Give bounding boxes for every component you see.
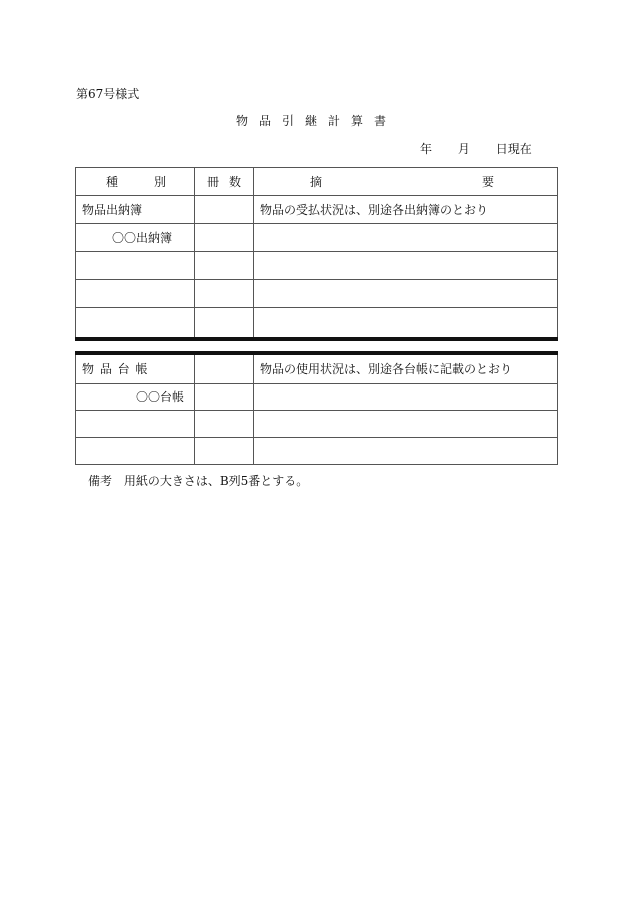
row-count [195, 437, 254, 464]
table-row [76, 437, 558, 464]
row-count [195, 280, 254, 308]
table-header-row [76, 168, 558, 196]
header-type-b: 別 [154, 175, 167, 189]
row-type: 物品出納簿 [76, 196, 195, 224]
row-summary [254, 252, 558, 280]
header-summary-a: 摘 [310, 175, 323, 189]
header-count-a: 冊 [206, 175, 219, 189]
row-count [195, 353, 254, 383]
row-type: 物 品 台 帳 [76, 353, 195, 383]
date-year: 年 [420, 142, 433, 156]
table-row [76, 280, 558, 308]
row-summary [254, 383, 558, 410]
row-summary: 物品の使用状況は、別途各台帳に記載のとおり [254, 353, 558, 383]
row-type: 〇〇台帳 [76, 383, 195, 410]
row-type [76, 437, 195, 464]
row-summary [254, 308, 558, 339]
row-summary [254, 437, 558, 464]
row-type: 〇〇出納簿 [76, 224, 195, 252]
table-row [76, 383, 558, 410]
date-month: 月 [457, 142, 470, 156]
row-type [76, 410, 195, 437]
document-title: 物品引継計算書 [236, 114, 398, 128]
table-row [76, 196, 558, 224]
property-register-table [75, 351, 558, 465]
form-number: 第67号様式 [76, 87, 140, 101]
note [88, 472, 308, 489]
table-row [76, 252, 558, 280]
row-count [195, 308, 254, 339]
row-count [195, 196, 254, 224]
header-count-b: 数 [229, 175, 242, 189]
date-line [420, 140, 532, 157]
note-label: 備考 [88, 474, 113, 488]
header-summary-b: 要 [482, 175, 495, 189]
inventory-ledger-table [75, 167, 558, 341]
row-type [76, 280, 195, 308]
header-type [76, 168, 195, 196]
row-type [76, 252, 195, 280]
date-day: 日現在 [495, 142, 532, 156]
row-summary: 物品の受払状況は、別途各出納簿のとおり [254, 196, 558, 224]
row-summary [254, 280, 558, 308]
table-row [76, 410, 558, 437]
row-type [76, 308, 195, 339]
header-summary [254, 168, 558, 196]
row-count [195, 383, 254, 410]
header-count [195, 168, 254, 196]
row-count [195, 410, 254, 437]
table-row [76, 308, 558, 339]
note-text: 用紙の大きさは、B列5番とする。 [123, 474, 309, 488]
header-type-a: 種 [106, 175, 119, 189]
table-row [76, 224, 558, 252]
row-summary [254, 224, 558, 252]
row-count [195, 224, 254, 252]
row-summary [254, 410, 558, 437]
table-row [76, 353, 558, 383]
row-count [195, 252, 254, 280]
